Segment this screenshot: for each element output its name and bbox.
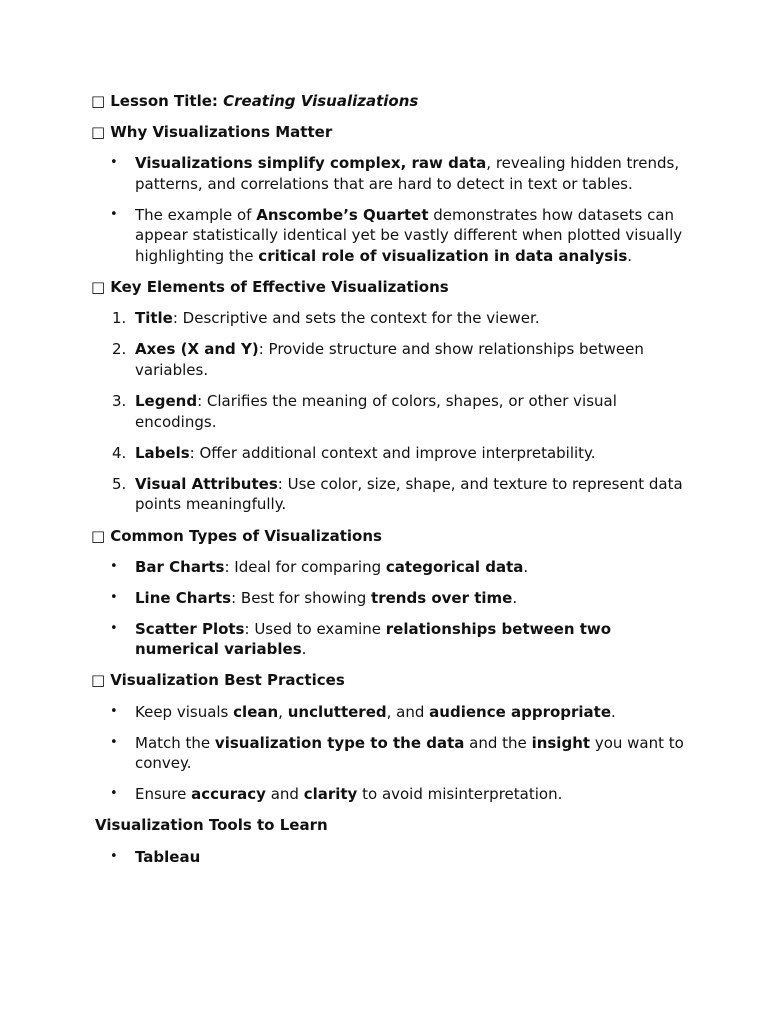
- item-text: Match the: [135, 733, 215, 752]
- why-list: [91, 153, 691, 266]
- tools-list: [91, 847, 691, 868]
- bold-text: Line Charts: [135, 588, 232, 607]
- bold-text: Tableau: [135, 847, 201, 866]
- item-text: .: [523, 557, 529, 576]
- section-heading-text: Visualization Best Practices: [110, 671, 345, 690]
- section-heading-text: Common Types of Visualizations: [110, 526, 382, 545]
- bullet-dot: •: [110, 734, 118, 750]
- numbered-item: [91, 474, 691, 515]
- lesson-title-icon: □: [91, 92, 106, 110]
- section-heading-text: Why Visualizations Matter: [110, 123, 333, 142]
- section-heading-key-elements: [91, 277, 691, 298]
- section-heading-best-practices: [91, 670, 691, 691]
- section-heading-text: Key Elements of Effective Visualizations: [110, 278, 449, 297]
- bullet-dot: •: [110, 786, 118, 802]
- bold-text: relationships between two numerical variables: [135, 619, 612, 659]
- bold-text: Bar Charts: [135, 557, 225, 576]
- section-heading-text: Visualization Tools to Learn: [95, 816, 328, 835]
- bold-text: critical role of visualization in data analysis: [258, 247, 628, 266]
- section-heading-tools: [91, 815, 691, 836]
- numbered-item: [91, 391, 691, 432]
- section-heading-types: [91, 526, 691, 547]
- bold-text: clean: [233, 702, 279, 721]
- bold-text: visualization type to the data: [214, 733, 465, 752]
- item-text: : Best for showing: [231, 588, 372, 607]
- item-text: The example of: [135, 205, 257, 224]
- item-text: : Descriptive and sets the context for the viewer.: [172, 309, 540, 328]
- item-text: and the: [464, 733, 532, 752]
- bullet-dot: •: [110, 703, 118, 719]
- bold-text: Visual Attributes: [135, 474, 278, 493]
- bullet-dot: •: [110, 558, 118, 574]
- numbered-item: [91, 308, 691, 329]
- item-text: : Use color, size, shape, and texture to represent data points meaningfully.: [135, 474, 683, 514]
- item-text: : Ideal for comparing: [224, 557, 386, 576]
- key-elements-list: [91, 308, 691, 515]
- bold-text: audience appropriate: [429, 702, 612, 721]
- item-text: : Clarifies the meaning of colors, shapes, or other visual encodings.: [135, 392, 617, 431]
- numbered-item: [91, 443, 691, 464]
- bold-text: insight: [531, 733, 591, 752]
- item-text: .: [627, 247, 633, 266]
- section-icon: □: [91, 526, 106, 545]
- bold-text: trends over time: [371, 588, 513, 607]
- types-list: [91, 557, 691, 660]
- item-number: 2.: [112, 340, 127, 359]
- item-text: : Provide structure and show relationships between variables.: [135, 340, 644, 379]
- list-item: [91, 733, 691, 774]
- list-item: [91, 588, 691, 609]
- bold-text: clarity: [303, 785, 358, 804]
- section-icon: □: [91, 671, 106, 690]
- section-heading-why: [91, 122, 691, 143]
- section-icon: □: [91, 278, 106, 297]
- item-text: , and: [386, 702, 430, 721]
- lesson-title: [91, 91, 691, 112]
- bold-text: Visualizations simplify complex, raw data: [135, 154, 487, 173]
- item-number: 3.: [112, 392, 127, 411]
- list-item: [91, 784, 691, 805]
- list-item: [91, 153, 691, 194]
- bold-text: uncluttered: [287, 702, 387, 721]
- item-text: ,: [278, 702, 288, 721]
- item-text: , revealing hidden trends, patterns, and correlations that are hard to detect in text or tables.: [135, 154, 680, 193]
- item-text: .: [611, 702, 616, 721]
- bold-text: categorical data: [385, 557, 524, 576]
- section-icon: □: [91, 123, 106, 142]
- bold-text: accuracy: [191, 785, 266, 804]
- bold-text: Legend: [135, 392, 198, 411]
- list-item: [91, 619, 691, 660]
- bold-text: Anscombe’s Quartet: [256, 205, 429, 224]
- best-practices-list: [91, 702, 691, 805]
- bullet-dot: •: [110, 848, 118, 864]
- item-text: Ensure: [135, 785, 192, 804]
- item-text: you want to convey.: [135, 733, 684, 773]
- bullet-dot: •: [110, 589, 118, 605]
- bullet-dot: •: [110, 620, 118, 636]
- list-item: [91, 847, 691, 868]
- bold-text: Scatter Plots: [135, 619, 245, 638]
- bold-text: Labels: [135, 443, 190, 462]
- item-text: Keep visuals: [135, 702, 234, 721]
- numbered-item: [91, 339, 691, 380]
- item-text: .: [301, 640, 307, 659]
- item-text: demonstrates how datasets can appear statistically identical yet be vastly different when plotted visually highlighting the: [135, 205, 683, 266]
- lesson-content: [91, 91, 691, 878]
- lesson-title-text: Creating Visualizations: [223, 92, 419, 110]
- item-text: : Offer additional context and improve interpretability.: [189, 443, 596, 462]
- item-number: 1.: [112, 309, 127, 328]
- item-text: : Used to examine: [244, 619, 386, 638]
- list-item: [91, 557, 691, 578]
- lesson-title-label: Lesson Title:: [110, 92, 224, 110]
- bold-text: Title: [135, 309, 173, 328]
- bold-text: Axes (X and Y): [135, 340, 259, 359]
- list-item: [91, 702, 691, 723]
- item-text: .: [512, 588, 518, 607]
- item-number: 5.: [112, 474, 127, 493]
- list-item: [91, 205, 691, 267]
- bullet-dot: •: [110, 155, 118, 171]
- item-number: 4.: [112, 443, 127, 462]
- bullet-dot: •: [110, 206, 118, 222]
- item-text: to avoid misinterpretation.: [357, 785, 563, 804]
- item-text: and: [265, 785, 304, 804]
